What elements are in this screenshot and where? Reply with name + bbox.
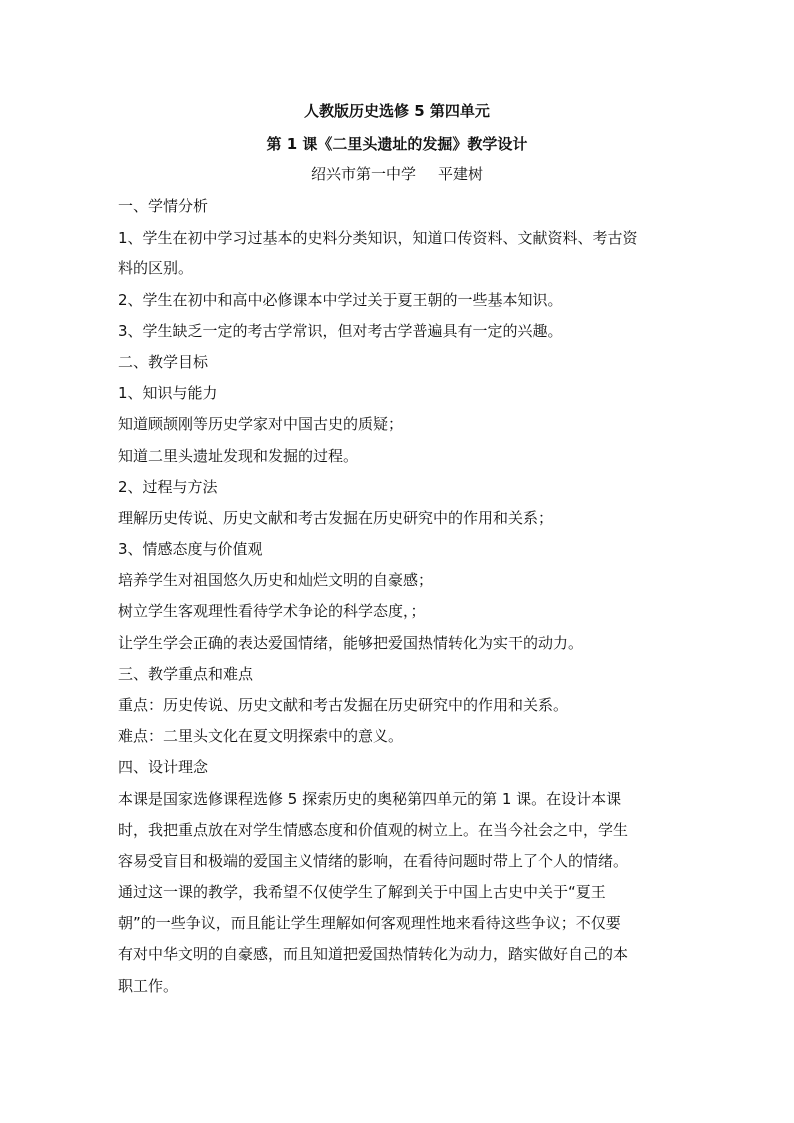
author-name: 平建树 (438, 165, 484, 183)
section-heading-learner-analysis: 一、学情分析 (118, 197, 209, 215)
paragraph-line: 重点：历史传说、历史文献和考古发掘在历史研究中的作用和关系。 (118, 696, 569, 714)
paragraph-line: 有对中华文明的自豪感，而且知道把爱国热情转化为动力，踏实做好自己的本 (118, 945, 629, 963)
author-line (0, 164, 794, 184)
paragraph-line: 培养学生对祖国悠久历史和灿烂文明的自豪感； (118, 571, 434, 589)
subheading-attitude: 3、情感态度与价值观 (118, 540, 263, 558)
paragraph-line: 本课是国家选修课程选修 5 探索历史的奥秘第四单元的第 1 课。在设计本课 (118, 790, 622, 808)
paragraph-line: 朝”的一些争议，而且能让学生理解如何客观理性地来看待这些争议；不仅要 (118, 914, 621, 932)
paragraph-line: 职工作。 (118, 977, 179, 995)
school-name: 绍兴市第一中学 (310, 165, 416, 183)
paragraph-line: 理解历史传说、历史文献和考古发掘在历史研究中的作用和关系； (118, 509, 554, 527)
paragraph-line: 让学生学会正确的表达爱国情绪，能够把爱国热情转化为实干的动力。 (118, 634, 584, 652)
paragraph-line: 知道顾颉刚等历史学家对中国古史的质疑； (118, 415, 404, 433)
paragraph-line: 知道二里头遗址发现和发掘的过程。 (118, 447, 359, 465)
paragraph-line: 2、学生在初中和高中必修课本中学过关于夏王朝的一些基本知识。 (118, 291, 563, 309)
paragraph-line: 通过这一课的教学，我希望不仅使学生了解到关于中国上古史中关于“夏王 (118, 883, 606, 901)
paragraph-line: 1、学生在初中学习过基本的史料分类知识，知道口传资料、文献资料、考古资 (118, 229, 638, 247)
section-heading-key-points: 三、教学重点和难点 (118, 665, 254, 683)
paragraph-line: 容易受盲目和极端的爱国主义情绪的影响，在看待问题时带上了个人的情绪。 (118, 852, 629, 870)
paragraph-line: 难点：二里头文化在夏文明探索中的意义。 (118, 727, 404, 745)
paragraph-line: 3、学生缺乏一定的考古学常识，但对考古学普遍具有一定的兴趣。 (118, 322, 563, 340)
section-heading-design-concept: 四、设计理念 (118, 758, 209, 776)
section-heading-objectives: 二、教学目标 (118, 353, 209, 371)
document-title-line2: 第 1 课《二里头遗址的发掘》教学设计 (266, 135, 528, 153)
subheading-process: 2、过程与方法 (118, 478, 218, 496)
paragraph-line: 时，我把重点放在对学生情感态度和价值观的树立上。在当今社会之中，学生 (118, 821, 629, 839)
document-title-line1: 人教版历史选修 5 第四单元 (304, 102, 490, 120)
paragraph-line: 料的区别。 (118, 259, 194, 277)
subheading-knowledge: 1、知识与能力 (118, 384, 218, 402)
paragraph-line: 树立学生客观理性看待学术争论的科学态度，； (118, 602, 426, 620)
